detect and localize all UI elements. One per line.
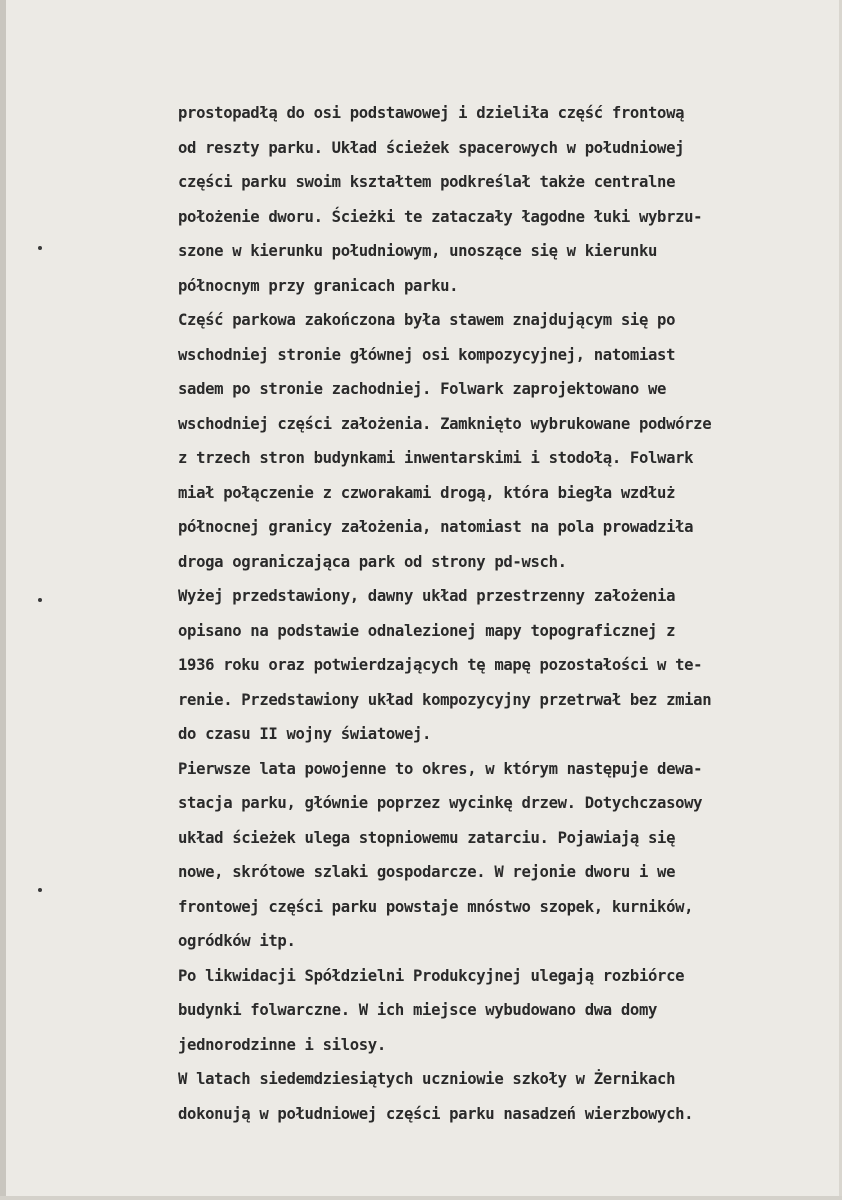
page-bottom-edge [0,1196,842,1200]
margin-dot-mark [38,598,42,602]
text-line: ogródków itp. [178,932,296,950]
text-line: układ ścieżek ulega stopniowemu zatarciu. Pojawiają się [178,828,676,847]
text-line: jednorodzinne i silosy. [178,1035,386,1054]
text-line: Pierwsze lata powojenne to okres, w którym następuje dewa- [178,759,703,778]
text-line: renie. Przedstawiony układ kompozycyjny przetrwał bez zmian [178,690,712,709]
text-line: opisano na podstawie odnalezionej mapy topograficznej z [178,621,676,640]
text-line: sadem po stronie zachodniej. Folwark zaprojektowano we [178,380,667,398]
text-line: 1936 roku oraz potwierdzających tę mapę pozostałości w te- [178,656,703,674]
margin-dot-mark [38,246,42,250]
text-line: stacja parku, głównie poprzez wycinkę drzew. Dotychczasowy [178,794,703,812]
text-line: budynki folwarczne. W ich miejsce wybudowano dwa domy [178,1001,658,1019]
text-line: od reszty parku. Układ ścieżek spacerowych w południowej [178,138,685,157]
page-left-edge [0,0,6,1200]
text-line: położenie dworu. Ścieżki te zataczały łagodne łuki wybrzu- [178,207,703,226]
text-line: Po likwidacji Spółdzielni Produkcyjnej ulegają rozbiórce [178,966,685,985]
text-line: prostopadłą do osi podstawowej i dzieliła część frontową [178,104,685,122]
text-line: Część parkowa zakończona była stawem znajdującym się po [178,311,676,329]
text-line: północnej granicy założenia, natomiast na pola prowadziła [178,518,694,536]
text-line: z trzech stron budynkami inwentarskimi i stodołą. Folwark [178,449,694,467]
text-line: szone w kierunku południowym, unoszące się w kierunku [178,242,658,260]
text-line: W latach siedemdziesiątych uczniowie szkoły w Żernikach [178,1070,676,1088]
text-line: frontowej części parku powstaje mnóstwo szopek, kurników, [178,897,694,916]
text-line: miał połączenie z czworakami drogą, która biegła wzdłuż [178,483,676,502]
text-line: wschodniej stronie głównej osi kompozycyjnej, natomiast [178,345,676,364]
margin-dot-mark [38,888,42,892]
text-line: północnym przy granicach parku. [178,276,459,295]
text-line: droga ograniczająca park od strony pd-wsch. [178,552,567,571]
text-line: nowe, skrótowe szlaki gospodarcze. W rejonie dworu i we [178,863,676,881]
typewritten-text-block [178,96,778,1131]
text-line: wschodniej części założenia. Zamknięto wybrukowane podwórze [178,414,712,433]
text-line: do czasu II wojny światowej. [178,725,432,743]
text-line: Wyżej przedstawiony, dawny układ przestrzenny założenia [178,587,676,605]
text-line: części parku swoim kształtem podkreślał także centralne [178,173,676,191]
text-line: dokonują w południowej części parku nasadzeń wierzbowych. [178,1104,694,1123]
